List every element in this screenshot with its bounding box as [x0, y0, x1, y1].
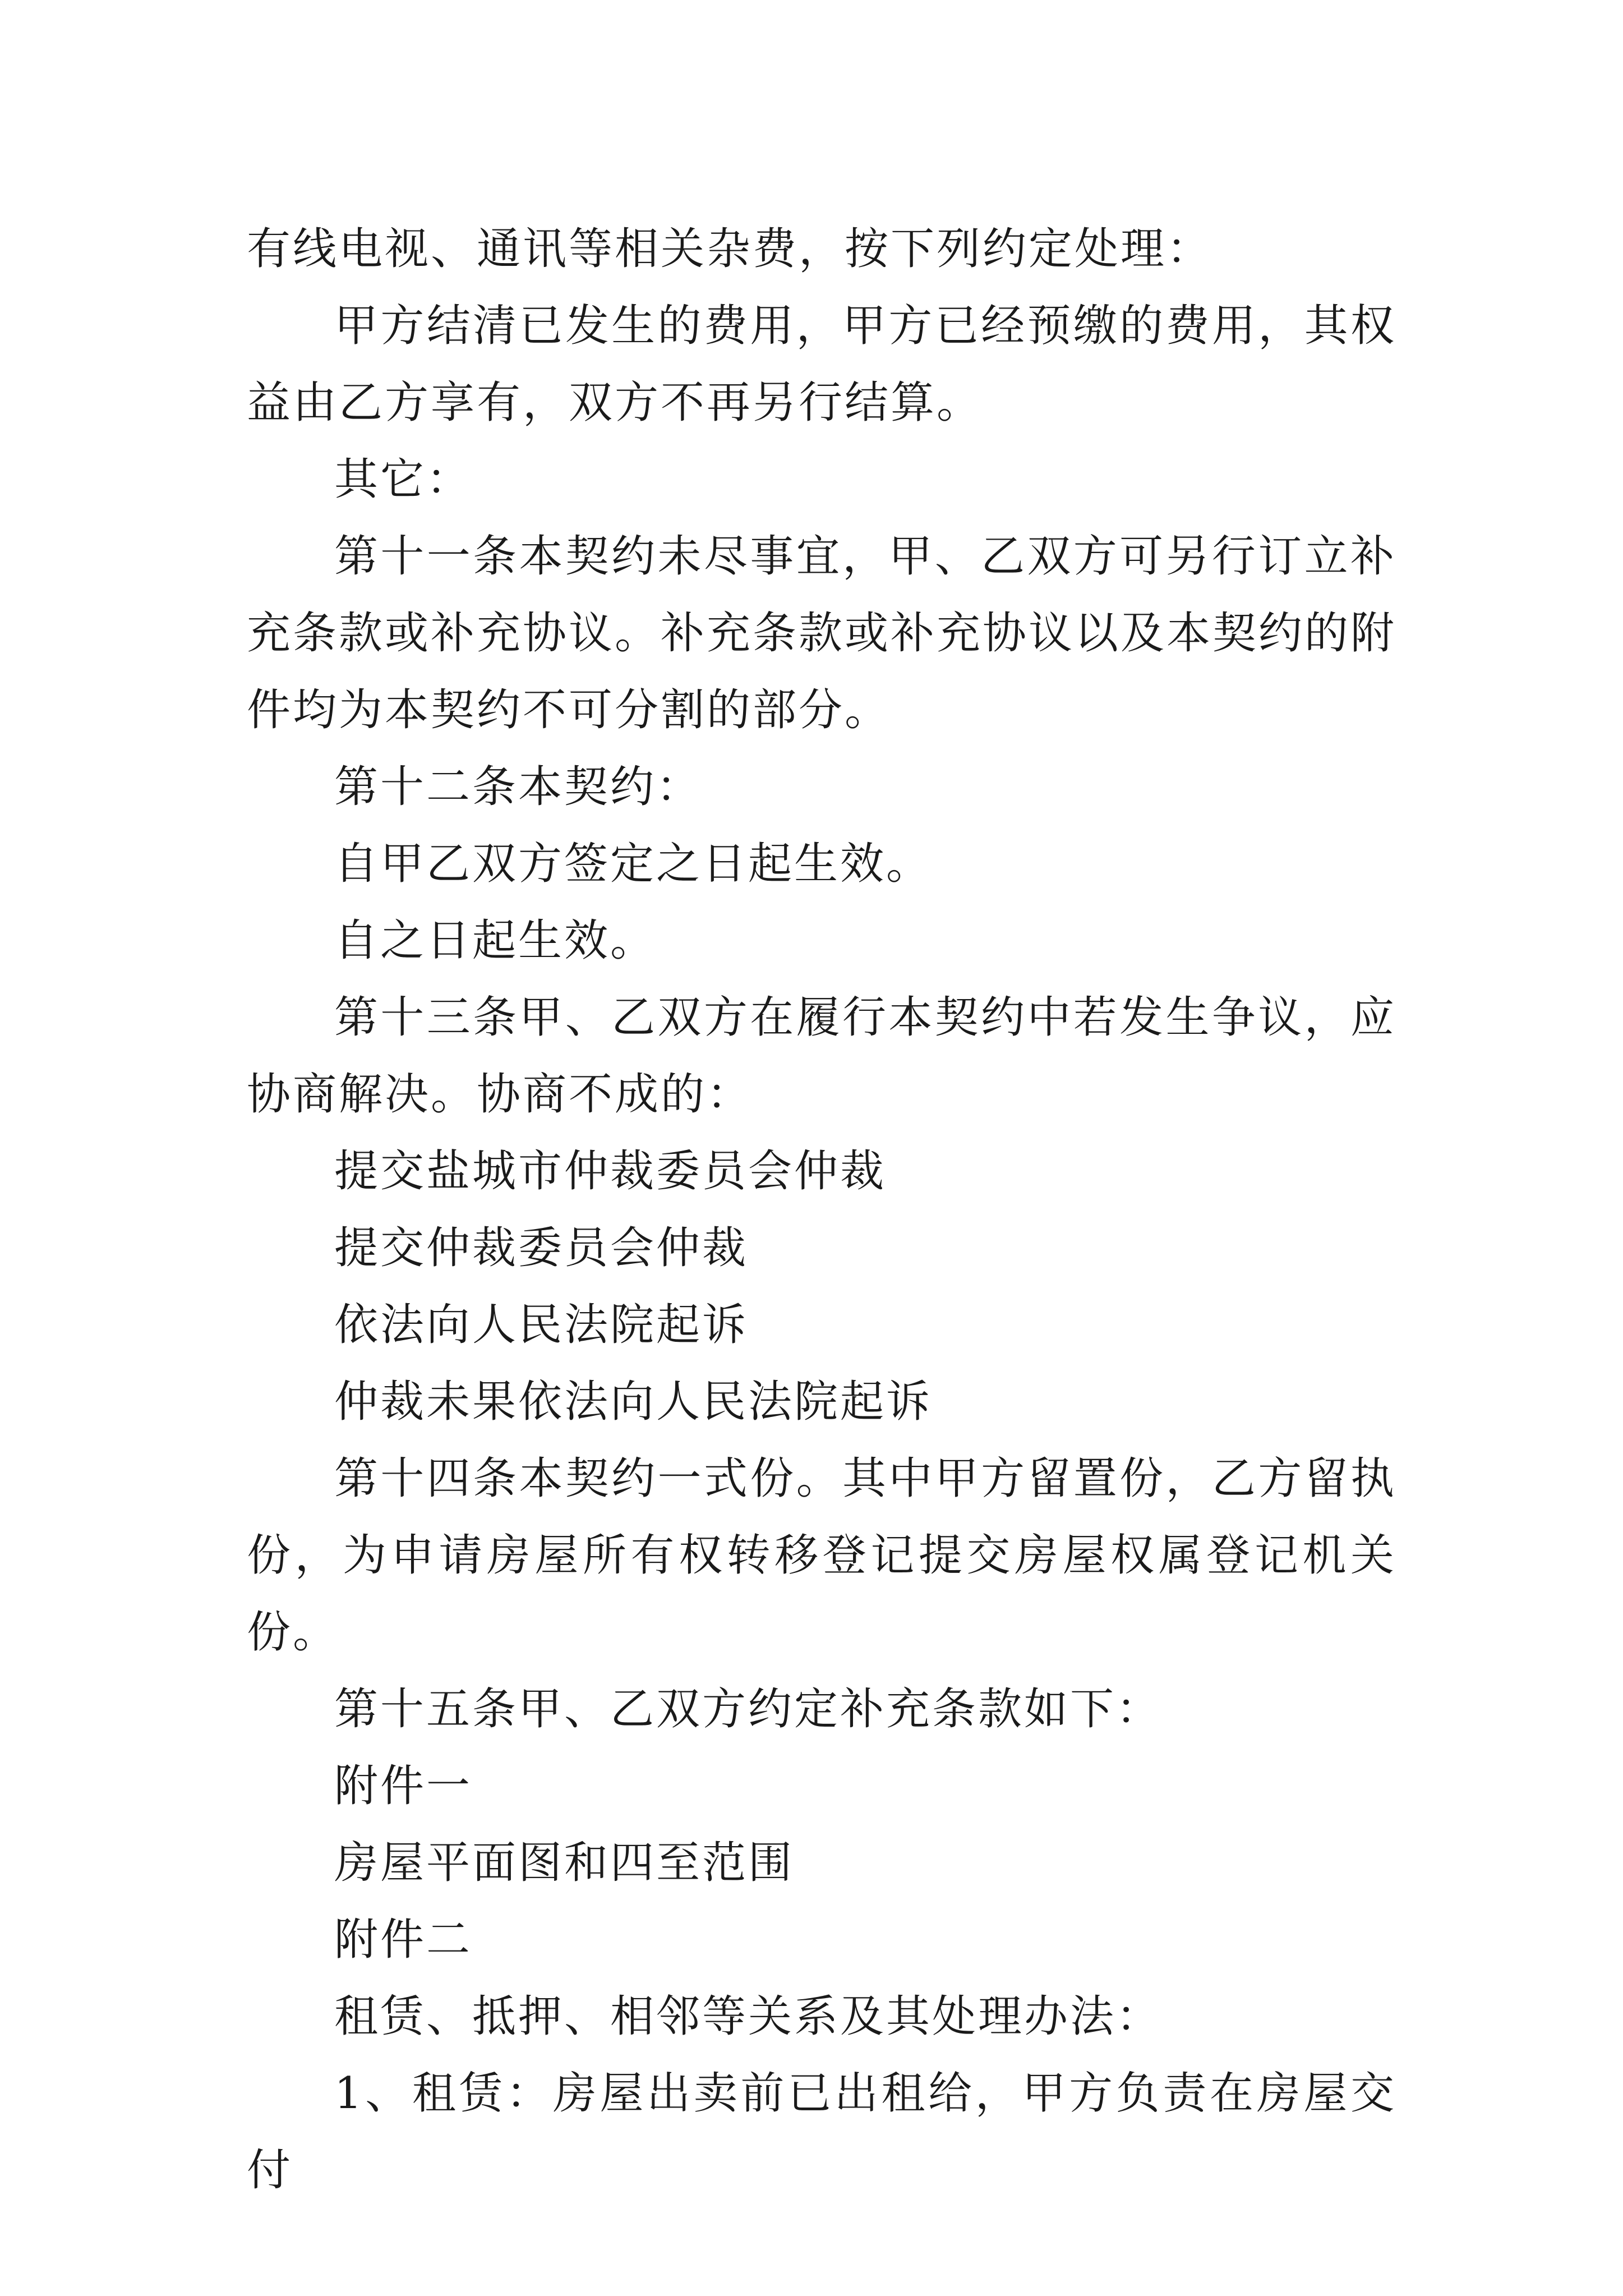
paragraph: 房屋平面图和四至范围: [334, 1838, 795, 1888]
paragraph: 自甲乙双方签定之日起生效。: [334, 839, 933, 889]
paragraph: 自之日起生效。: [334, 915, 657, 966]
paragraph: 第十三条甲、乙双方在履行本契约中若发生争议，应协商解决。协商不成的：: [247, 992, 1396, 1120]
paragraph: 附件一: [334, 1761, 473, 1811]
paragraph: 第十一条本契约未尽事宜，甲、乙双方可另行订立补充条款或补充协议。补充条款或补充协议以及本契约的附件均为本契约不可分割的部分。: [247, 531, 1397, 735]
paragraph: 提交盐城市仲裁委员会仲裁: [334, 1146, 887, 1197]
paragraph: 提交仲裁委员会仲裁: [334, 1223, 749, 1273]
paragraph: 仲裁未果依法向人民法院起诉: [334, 1377, 933, 1427]
paragraph: 1、租赁：房屋出卖前已出租给，甲方负责在房屋交付: [247, 2068, 1396, 2196]
paragraph: 甲方结清已发生的费用，甲方已经预缴的费用，其权益由乙方享有，双方不再另行结算。: [247, 301, 1396, 428]
paragraph: 第十四条本契约一式份。其中甲方留置份，乙方留执份，为申请房屋所有权转移登记提交房屋权属登记机关份。: [247, 1453, 1396, 1658]
document-body: [247, 211, 1396, 2209]
paragraph: 租赁、抵押、相邻等关系及其处理办法：: [334, 1991, 1163, 2042]
paragraph: 第十五条甲、乙双方约定补充条款如下：: [334, 1684, 1163, 1734]
paragraph: 附件二: [334, 1915, 473, 1965]
paragraph: 有线电视、通讯等相关杂费，按下列约定处理：: [247, 224, 1213, 274]
paragraph: 依法向人民法院起诉: [334, 1300, 749, 1350]
paragraph: 第十二条本契约：: [334, 762, 703, 812]
paragraph: 其它：: [334, 454, 473, 505]
